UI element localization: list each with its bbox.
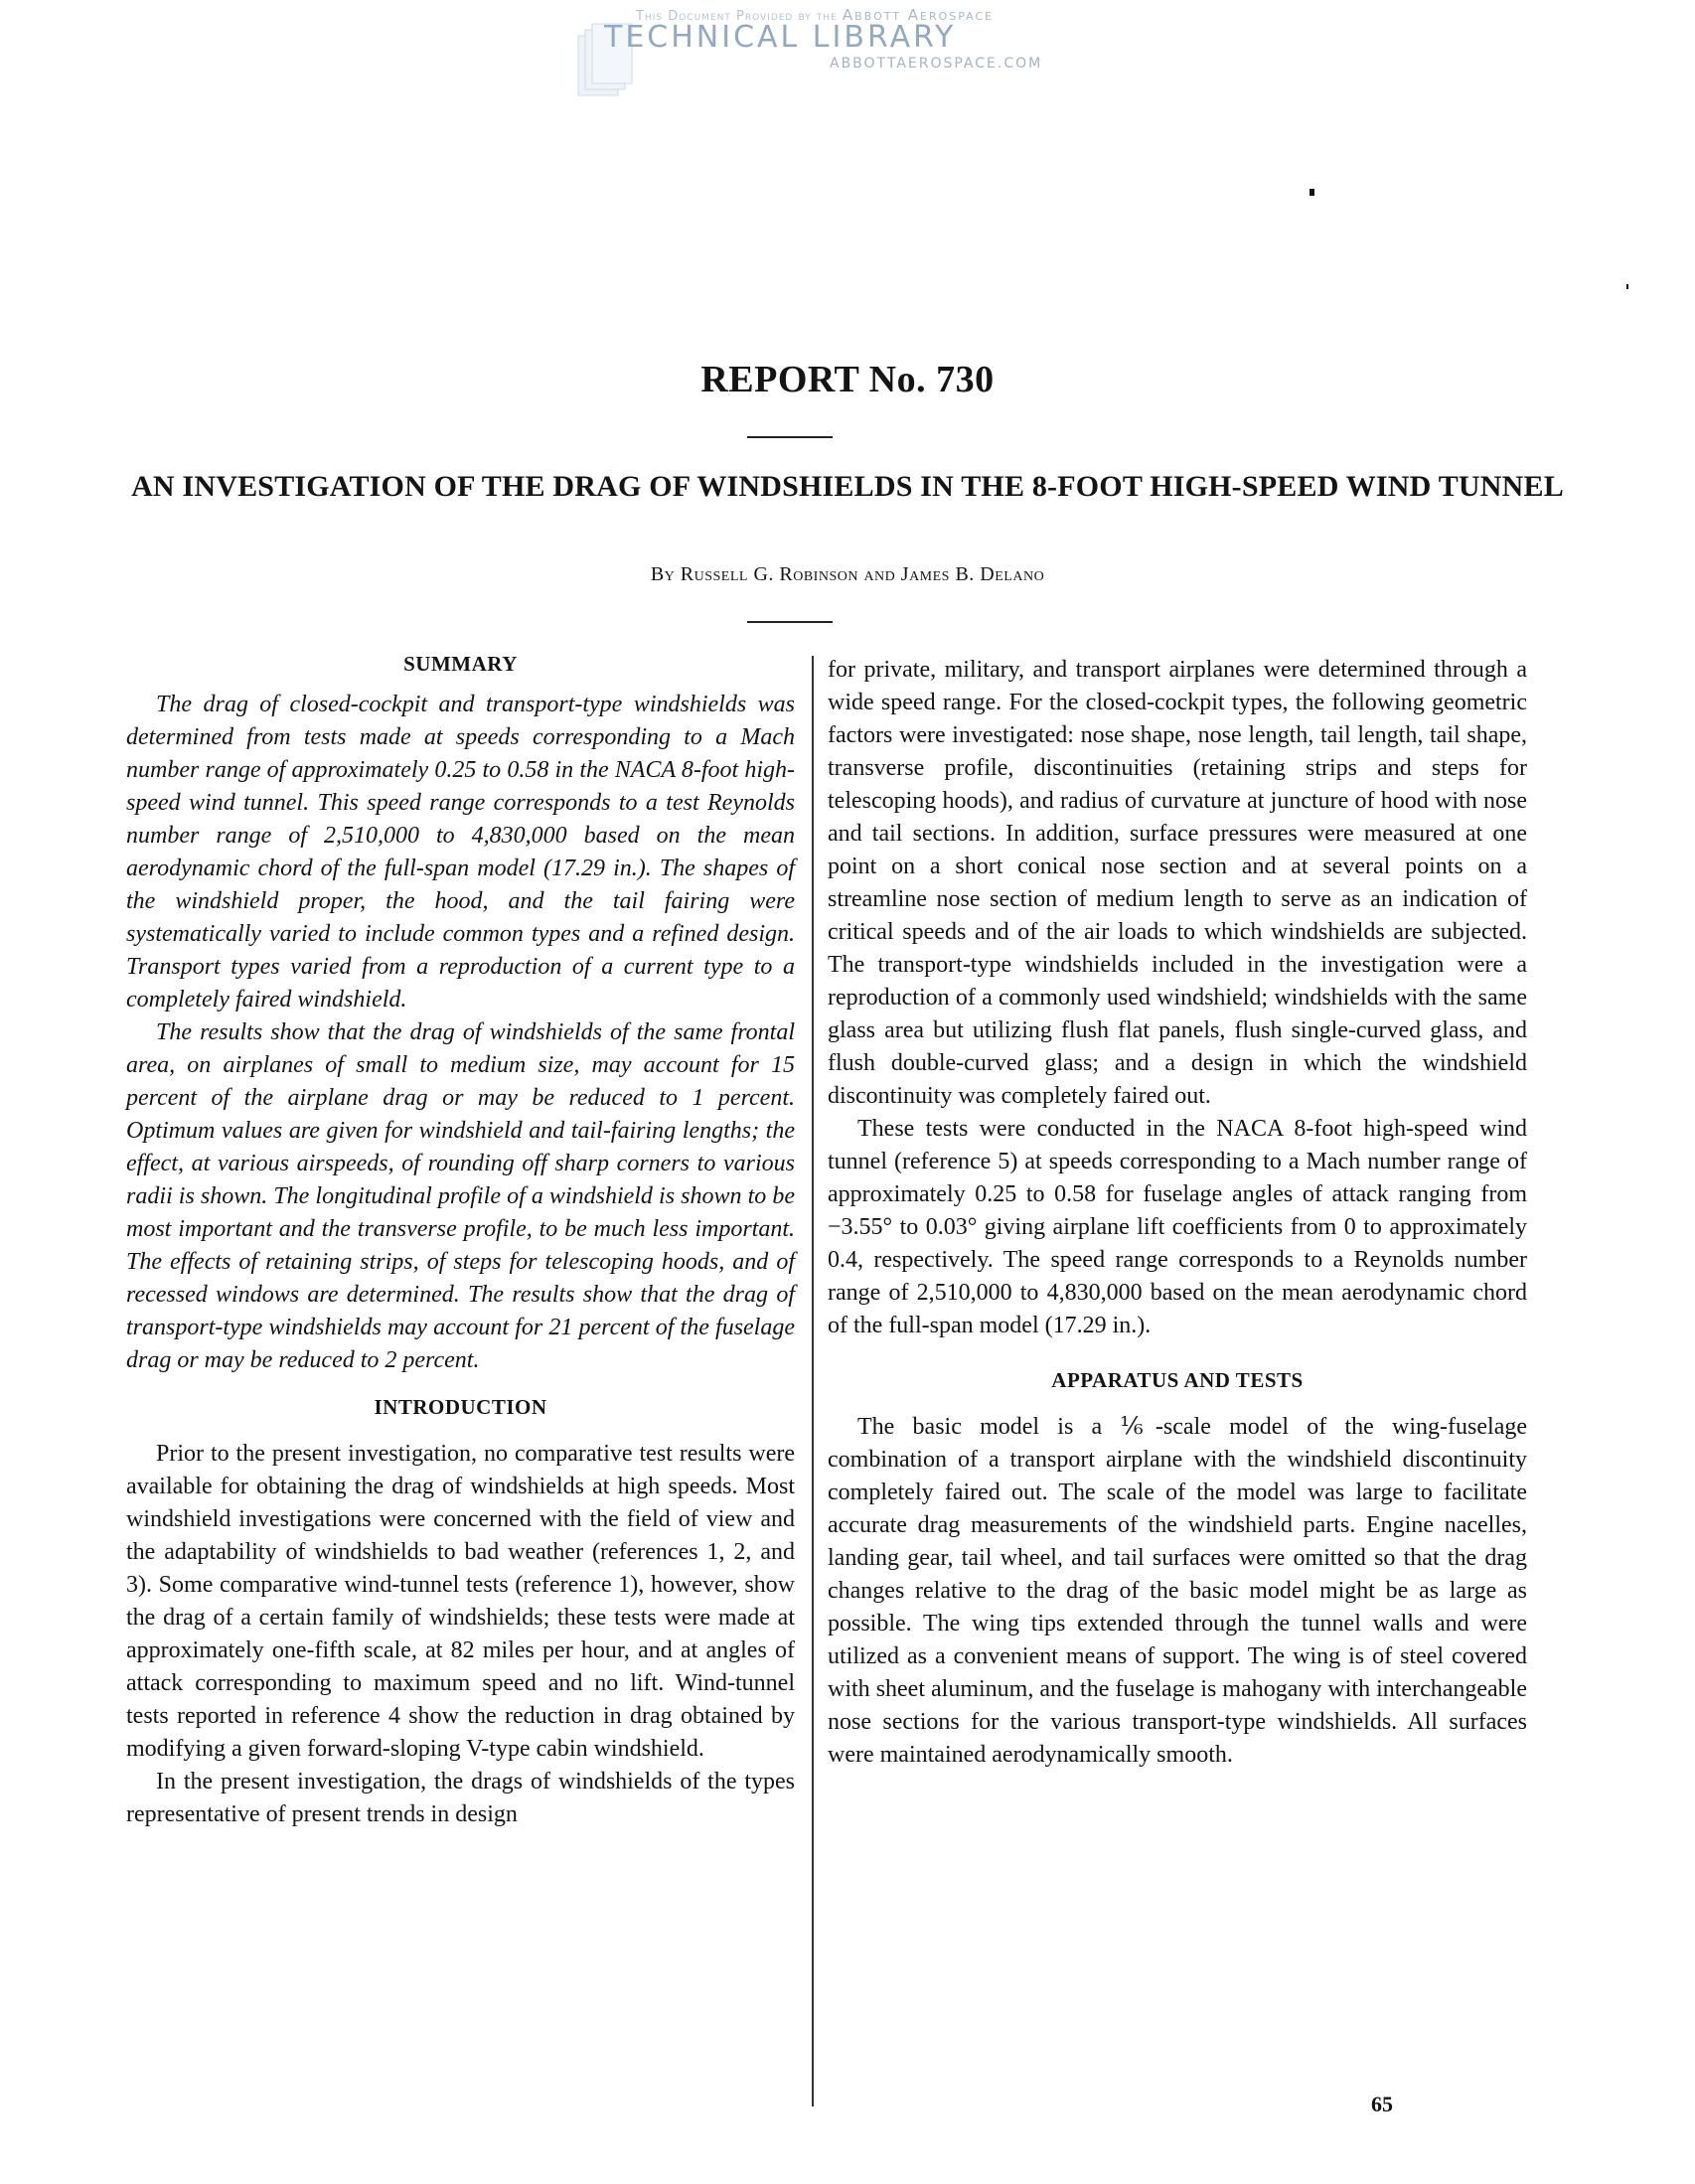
apparatus-paragraph: The basic model is a ⅙-scale model of the wing-fuselage combination of a transport airplane with the windshield discontinuity completely faired out. The scale of the model was large to facilitate accurate drag measurements of the windshield parts. Engine nacelles, landing gear, tail wheel, and tail surfaces were omitted so that the drag changes relative to the drag of the basic model might be as large as possible. The wing tips extended through the tunnel walls and were utilized as a convenient means of support. The wing is of steel covered with sheet aluminum, and the fuselage is mahogany with interchangeable nose sections for the various transport-type windshields. All surfaces were maintained aerodynamically smooth. [828,1414,1527,1768]
introduction-paragraph: In the present investigation, the drags of windshields of the types representative of present trends in design [126,1769,795,1827]
left-column [126,648,795,1831]
summary-paragraph: The results show that the drag of windshields of the same frontal area, on airplanes of small to medium size, may account for 15 percent of the airplane drag or may be reduced to 1 percent. Optimum values are given for windshield and tail-fairing lengths; the effect, at various airspeeds, of rounding off sharp corners to various radii is shown. The longitudinal profile of a windshield is shown to be most important and the transverse profile, to be much less important. The effects of retaining strips, of steps for telescoping hoods, and of recessed windows are determined. The results show that the drag of transport-type windshields may account for 21 percent of the fuselage drag or may be reduced to 2 percent. [126,1019,795,1373]
report-number: REPORT No. 730 [700,359,995,400]
watermark-provided-by: This Document Provided by the Abbott Aerospace [636,6,995,24]
paper-title: AN INVESTIGATION OF THE DRAG OF WINDSHIELDS IN THE 8-FOOT HIGH-SPEED WIND TUNNEL [131,470,1564,503]
introduction-paragraph-continued: for private, military, and transport airplanes were determined through a wide speed range. For the closed-cockpit types, the following geometric factors were investigated: nose shape, nose length, tail length, tail shape, transverse profile, discontinuities (retaining strips and steps for telescoping hoods), and radius of curvature at juncture of hood with nose and tail sections. In addition, surface pressures were measured at one point on a short conical nose section and at several points on a streamline nose section of medium length to serve as an indication of critical speeds and of the air loads to which windshields are subjected. The transport-type windshields included in the investigation were a reproduction of a commonly used windshield; windshields with the same glass area but utilizing flush flat panels, flush single-curved glass, and flush double-curved glass; and a design in which the windshield discontinuity was completely faired out. [828,657,1527,1109]
header-rule-bottom [747,621,833,623]
introduction-heading: INTRODUCTION [374,1395,547,1419]
scan-speck [1310,189,1314,196]
watermark [556,2,1113,101]
column-divider [812,656,814,2106]
summary-paragraph: The drag of closed-cockpit and transport-type windshields was determined from tests made at speeds corresponding to a Mach number range of approximately 0.25 to 0.58 in the NACA 8-foot high-speed wind tunnel. This speed range corresponds to a test Reynolds number range of 2,510,000 to 4,830,000 based on the mean aerodynamic chord of the full-span model (17.29 in.). The shapes of the windshield proper, the hood, and the tail fairing were systematically varied to include common types and a refined design. Transport types varied from a reproduction of a current type to a completely faired windshield. [126,692,795,1013]
header-rule-top [747,436,833,438]
watermark-title: TECHNICAL LIBRARY [604,20,957,55]
scan-speck [1626,284,1628,289]
watermark-brand: Abbott Aerospace [842,6,995,24]
right-column [828,654,1527,1772]
apparatus-heading: APPARATUS AND TESTS [1051,1368,1304,1392]
introduction-paragraph: These tests were conducted in the NACA 8-foot high-speed wind tunnel (reference 5) at speeds corresponding to a Mach number range of approximately 0.25 to 0.58 for fuselage angles of attack ranging from −3.55° to 0.03° giving airplane lift coefficients from 0 to approximately 0.4, respectively. The speed range corresponds to a Reynolds number range of 2,510,000 to 4,830,000 based on the mean aerodynamic chord of the full-span model (17.29 in.). [828,1116,1527,1338]
watermark-url: ABBOTTAEROSPACE.COM [830,56,1043,72]
summary-heading: SUMMARY [403,652,518,676]
introduction-paragraph: Prior to the present investigation, no comparative test results were available for obtaining the drag of windshields at high speeds. Most windshield investigations were concerned with the field of view and the adaptability of windshields to bad weather (references 1, 2, and 3). Some comparative wind-tunnel tests (reference 1), however, show the drag of a certain family of windshields; these tests were made at approximately one-fifth scale, at 82 miles per hour, and at angles of attack corresponding to maximum speed and no lift. Wind-tunnel tests reported in reference 4 show the reduction in drag obtained by modifying a given forward-sloping V-type cabin windshield. [126,1441,795,1762]
page-number: 65 [1371,2092,1393,2116]
byline: By Russell G. Robinson and James B. Delano [650,563,1045,585]
